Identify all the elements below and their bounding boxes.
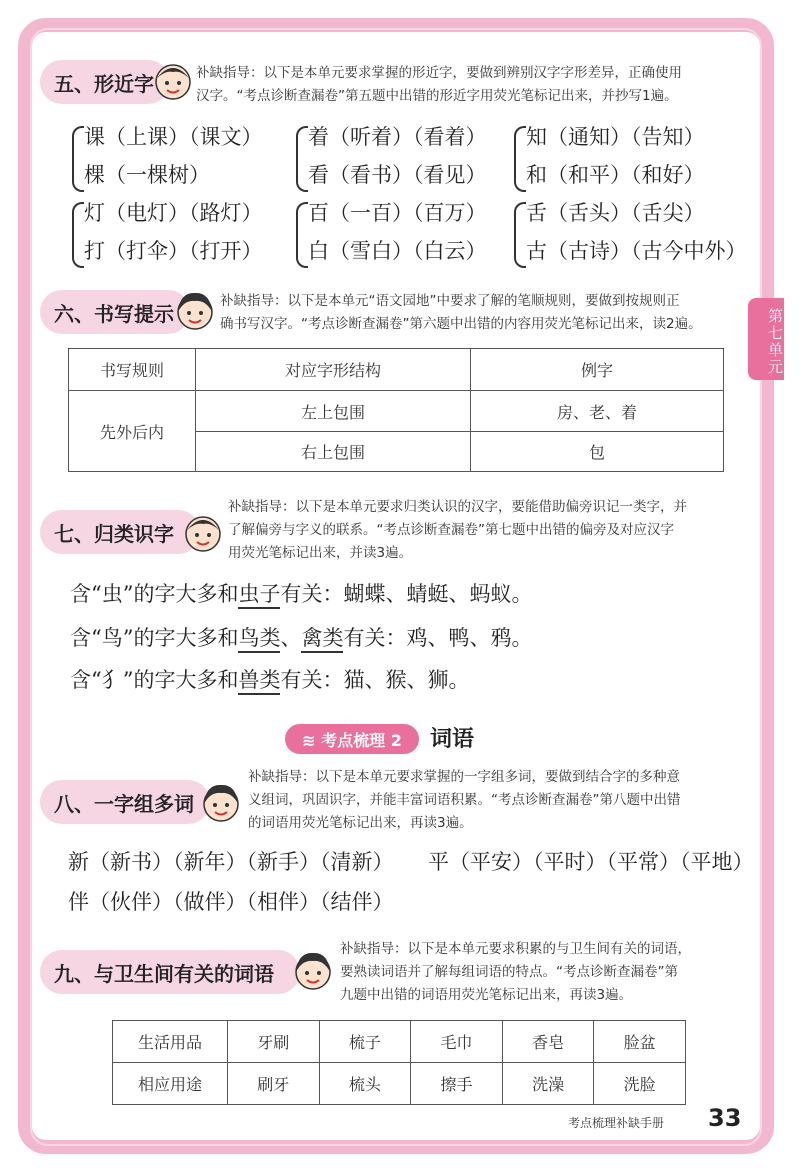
guide-line: 九题中出错的词语用荧光笔标记出来，再读3遍。 (340, 987, 633, 1003)
table-cell: 香皂 (502, 1021, 594, 1063)
word-line: 着（听着）（看着） (308, 125, 487, 149)
word-group (308, 118, 487, 194)
guide-line: 义组词，巩固识字，并能丰富词语积累。“考点诊断查漏卷”第八题中出错 (248, 792, 681, 808)
section-7-title: 七、归类识字 (40, 510, 200, 554)
boy-avatar-icon (180, 510, 226, 556)
word-line: 和（和平）（和好） (526, 163, 705, 187)
radical-line (70, 578, 532, 608)
word-group (308, 194, 487, 270)
brace (514, 202, 526, 268)
footer-label: 考点梳理补缺手册 (568, 1116, 665, 1130)
section-8-title: 八、一字组多词 (40, 780, 210, 824)
text: 含“虫”的字大多和 (70, 582, 239, 606)
brace (296, 202, 308, 268)
section-5-guide (196, 62, 736, 108)
table-cell: 擦手 (411, 1063, 503, 1105)
word-line: 新（新书）（新年）（新手）（清新） (68, 850, 394, 874)
table-header: 书写规则 (69, 349, 196, 391)
underlined-word: 鸟类 (238, 626, 280, 653)
table-cell: 左上包围 (196, 391, 471, 432)
girl-avatar-icon (198, 780, 244, 826)
table-cell: 先外后内 (69, 391, 196, 472)
word-line: 平（平安）（平时）（平常）（平地） (428, 850, 754, 874)
table-cell: 梳子 (319, 1021, 411, 1063)
guide-line: 用荧光笔标记出来，并读3遍。 (228, 545, 413, 561)
topic-title: 词语 (430, 727, 475, 752)
section-6-title: 六、书写提示 (40, 290, 190, 334)
section-9-guide (340, 938, 740, 1007)
table-cell: 生活用品 (113, 1021, 228, 1063)
guide-line: 了解偏旁与字义的联系。“考点诊断查漏卷”第七题中出错的偏旁及对应汉字 (228, 522, 674, 538)
brace (296, 126, 308, 192)
section-9-title: 九、与卫生间有关的词语 (40, 950, 300, 994)
word-line: 伴（伙伴）（做伴）（相伴）（结伴） (68, 890, 394, 914)
word-line: 棵（一棵树） (84, 163, 210, 187)
section-5-title: 五、形近字 (40, 60, 170, 104)
brace (514, 126, 526, 192)
table-cell: 洗脸 (594, 1063, 686, 1105)
radical-line (70, 664, 469, 694)
boy-avatar-icon (150, 58, 196, 104)
word-line: 看（看书）（看见） (308, 163, 487, 187)
table-cell: 牙刷 (228, 1021, 320, 1063)
bathroom-words-table (112, 1020, 686, 1105)
word-line: 古（古诗）（古今中外） (526, 239, 747, 263)
table-cell: 洗澡 (502, 1063, 594, 1105)
guide-line: 补缺指导：以下是本单元要求掌握的形近字，要做到辨别汉字字形差异，正确使用 (196, 65, 682, 81)
word-line: 白（雪白）（白云） (308, 239, 487, 263)
word-group (526, 118, 705, 194)
word-line: 课（上课）（课文） (84, 125, 263, 149)
table-cell: 刷牙 (228, 1063, 320, 1105)
section-8-guide (248, 766, 740, 835)
guide-line: 的词语用荧光笔标记出来，再读3遍。 (248, 815, 473, 831)
table-cell: 毛巾 (411, 1021, 503, 1063)
section-7-guide (228, 496, 740, 565)
text: 含“鸟”的字大多和 (70, 626, 239, 650)
text: 有关：蝴蝶、蜻蜓、蚂蚁。 (280, 582, 533, 606)
text: 有关：猫、猴、狮。 (280, 668, 470, 692)
word-line: 知（通知）（告知） (526, 125, 705, 149)
table-cell: 梳头 (319, 1063, 411, 1105)
word-line: 舌（舌头）（舌尖） (526, 201, 705, 225)
underlined-word: 虫子 (238, 582, 280, 609)
guide-line: 汉字。“考点诊断查漏卷”第五题中出错的形近字用荧光笔标记出来，并抄写1遍。 (196, 88, 678, 104)
table-cell: 相应用途 (113, 1063, 228, 1105)
page-number: 33 (708, 1104, 742, 1132)
guide-line: 确书写汉字。“考点诊断查漏卷”第六题中出错的内容用荧光笔标记出来，读2遍。 (220, 316, 702, 332)
table-header: 对应字形结构 (196, 349, 471, 391)
word-group (84, 194, 263, 270)
table-cell: 包 (471, 432, 724, 472)
text: 含“犭”的字大多和 (70, 668, 239, 692)
guide-line: 补缺指导：以下是本单元“语文园地”中要求了解的笔顺规则，要做到按规则正 (220, 293, 680, 309)
text: 、 (280, 626, 302, 650)
text: 有关：鸡、鸭、鸦。 (343, 626, 533, 650)
guide-line: 要熟读词语并了解每组词语的特点。“考点诊断查漏卷”第 (340, 964, 678, 980)
underlined-word: 兽类 (238, 668, 280, 695)
table-cell: 房、老、着 (471, 391, 724, 432)
table-cell: 脸盆 (594, 1021, 686, 1063)
girl-avatar-icon (172, 288, 218, 334)
word-group (526, 194, 747, 270)
section-6-guide (220, 290, 740, 336)
guide-line: 补缺指导：以下是本单元要求归类认识的汉字，要能借助偏旁识记一类字，并 (228, 499, 687, 515)
table-header: 例字 (471, 349, 724, 391)
word-line: 百（一百）（百万） (308, 201, 487, 225)
radical-line (70, 622, 532, 652)
topic-banner: ≋ 考点梳理 2 (285, 724, 419, 754)
table-cell: 右上包围 (196, 432, 471, 472)
word-line: 打（打伞）（打开） (84, 239, 263, 263)
word-line: 灯（电灯）（路灯） (84, 201, 263, 225)
stroke-rule-table (68, 348, 724, 472)
brace (72, 126, 84, 192)
girl-avatar-icon (290, 948, 336, 994)
guide-line: 补缺指导：以下是本单元要求积累的与卫生间有关的词语， (340, 941, 691, 957)
underlined-word: 禽类 (301, 626, 343, 653)
unit-side-tab: 第七单元 (748, 298, 784, 380)
guide-line: 补缺指导：以下是本单元要求掌握的一字组多词，要做到结合字的多种意 (248, 769, 680, 785)
word-group (84, 118, 263, 194)
brace (72, 202, 84, 268)
